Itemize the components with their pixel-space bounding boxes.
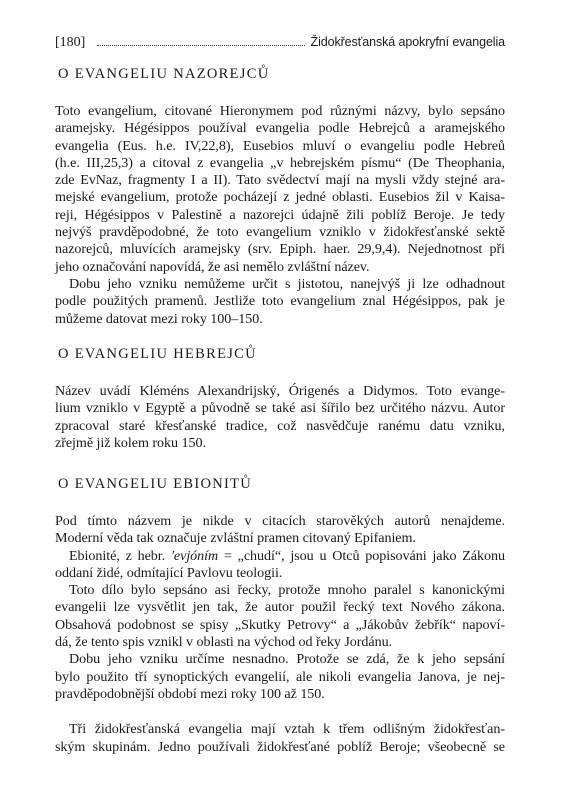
text-fragment: = „chudí“, jsou u Otců popisováni jako Zákonu	[218, 547, 505, 564]
text-line: zřejmě již kolem roku 150.	[55, 434, 206, 451]
paragraph	[55, 276, 505, 328]
hebrew-term: 'evjóním	[170, 547, 219, 564]
section-ebionitu	[55, 474, 505, 756]
section-heading: O EVANGELIU HEBREJCŮ	[58, 346, 257, 362]
text-line: ským skupinám. Jedno používali židokřesťané poblíž Beroje; všeobecně se	[55, 738, 505, 755]
text-fragment: Ebionité, z hebr.	[69, 547, 171, 564]
paragraph	[55, 103, 505, 276]
text-line	[55, 548, 505, 565]
section-heading: O EVANGELIU EBIONITŮ	[58, 476, 253, 492]
text-line: Dobu jeho vzniku určíme nesnadno. Protože se zdá, že k jeho sepsání	[69, 651, 505, 668]
page-number: [180]	[55, 35, 86, 50]
section-hebrejcu	[55, 344, 505, 452]
section-heading: O EVANGELIU NAZOREJCŮ	[58, 66, 270, 82]
text-line: zpracoval staré křesťanské tradice, což nasvědčuje ranému datu vzniku,	[55, 417, 505, 434]
text-line: dá, že tento spis vznikl v oblasti na východ od řeky Jordánu.	[55, 634, 393, 651]
running-title: Židokřesťanská apokryfní evangelia	[310, 35, 505, 49]
text-line: oddaní židé, odmítající Pavlovu teologii.	[55, 564, 283, 581]
paragraph	[55, 582, 505, 651]
text-line: Toto evangelium, citované Hieronymem pod různými názvy, bylo sepsáno	[55, 103, 505, 119]
paragraph	[55, 548, 505, 583]
text-line: mejské evangelium, protože pocházejí z jedné oblasti. Eusebios žil v Kaisa-	[55, 189, 505, 206]
text-line: evangelia (Eus. h.e. IV,22,8), Eusebios mluví o evangeliu podle Hebreů	[55, 137, 505, 154]
text-line: nazorejců, mluvících aramejsky (srv. Epiph. haer. 29,9,4). Nejednotnost při	[55, 241, 505, 258]
running-header	[55, 33, 505, 53]
text-line: Dobu jeho vzniku nemůžeme určit s jistotou, nanejvýš ji lze odhadnout	[69, 275, 505, 292]
text-line: reji, Hégésippos v Palestině a nazorejci údajně žili poblíž Beroje. Je tedy	[55, 206, 505, 223]
text-line: lium vzniklo v Egyptě a původně se také asi šířilo bez určitého názvu. Autor	[55, 400, 505, 417]
book-page	[55, 0, 505, 800]
text-line: Pod tímto názvem je nikde v citacích starověkých autorů nenajdeme.	[55, 513, 505, 529]
text-line: aramejsky. Hégésippos používal evangelia podle Hebrejců a aramejského	[55, 120, 505, 137]
leader-dots	[97, 45, 304, 46]
text-line: zde EvNaz, fragmenty I a II). Tato svědectví mají na mysli vždy stejné ara-	[55, 172, 505, 189]
paragraph	[55, 721, 505, 756]
paragraph	[55, 383, 505, 452]
text-line: nejvýš pravděpodobné, že toto evangelium vzniklo v židokřesťanské sektě	[55, 224, 505, 241]
text-line: můžeme datovat mezi roky 100–150.	[55, 310, 263, 327]
text-line: podle použitých pramenů. Jestliže toto evangelium znal Hégésippos, pak je	[55, 293, 505, 310]
paragraph	[55, 651, 505, 703]
text-line: bylo použito tří synoptických evangelií, ale nikoli evangelia Janova, je nej-	[55, 668, 505, 685]
text-line: Název uvádí Kléméns Alexandrijský, Órigenés a Didymos. Toto evange-	[55, 383, 505, 399]
text-line: Moderní věda tak označuje zvláštní pramen citovaný Epifaniem.	[55, 530, 416, 547]
text-line: jeho označování napovídá, že asi nemělo zvláštní název.	[55, 258, 370, 275]
paragraph	[55, 513, 505, 548]
text-line: evangelii lze vysvětlit jen tak, že autor použil řecký text Nového zákona.	[55, 599, 505, 616]
text-line: Toto dílo bylo sepsáno asi řecky, protože mnoho paralel s kanonickými	[69, 582, 505, 599]
text-line: pravděpodobnější období mezi roky 100 až 150.	[55, 685, 325, 702]
text-line: (h.e. III,25,3) a citoval z evangelia „v hebrejském písmu“ (De Theophania,	[55, 154, 505, 171]
text-line: Tři židokřesťanská evangelia mají vztah k třem odlišným židokřesťan-	[69, 721, 505, 738]
text-line: Obsahová podobnost se spisy „Skutky Petrovy“ a „Jákobův žebřík“ napoví-	[55, 616, 505, 633]
section-nazorejcu	[55, 64, 505, 328]
